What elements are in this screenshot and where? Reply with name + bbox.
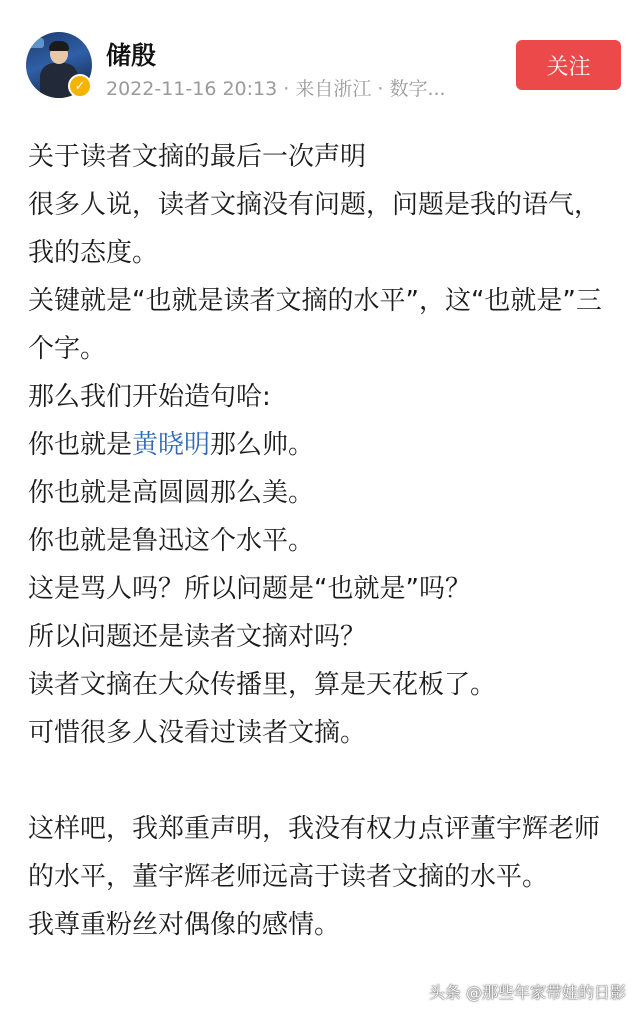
content-line: 可惜很多人没看过读者文摘。 [28,718,367,748]
username[interactable]: 储殷 [106,41,157,70]
content-line: 这样吧，我郑重声明，我没有权力点评董宇辉老师的水平，董宇辉老师远高于读者文摘的水平。 [28,814,601,892]
content-line: 你也就是鲁迅这个水平。 [28,526,315,556]
content-line: 这是骂人吗？所以问题是“也就是”吗？ [28,574,471,604]
watermark: 头条 @那些年家带娃的日影 [428,983,626,1002]
verified-badge-icon: ✓ [68,74,92,98]
content-line [28,421,618,469]
content-line: 很多人说，读者文摘没有问题，问题是我的语气，我的态度。 [28,190,601,268]
sentence-prefix: 你也就是 [28,430,133,460]
content-line: 关键就是“也就是读者文摘的水平”，这“也就是”三个字。 [28,286,602,364]
content-line: 关于读者文摘的最后一次声明 [28,142,367,172]
avatar-background [28,38,44,48]
content-line: 所以问题还是读者文摘对吗？ [28,622,367,652]
post-content [28,133,618,949]
sentence-suffix: 那么帅。 [210,430,315,460]
follow-button[interactable]: 关注 [516,40,621,90]
content-line: 你也就是高圆圆那么美。 [28,478,315,508]
content-line: 读者文摘在大众传播里，算是天花板了。 [28,670,497,700]
post-meta: 2022-11-16 20:13 · 来自浙江 · 数字... [106,78,446,100]
post-header [0,0,640,110]
content-line: 那么我们开始造句哈: [28,382,271,412]
avatar-figure-hair [49,41,69,51]
content-line: 我尊重粉丝对偶像的感情。 [28,910,341,940]
name-link[interactable]: 黄晓明 [132,430,211,460]
paragraph-gap [28,757,618,805]
